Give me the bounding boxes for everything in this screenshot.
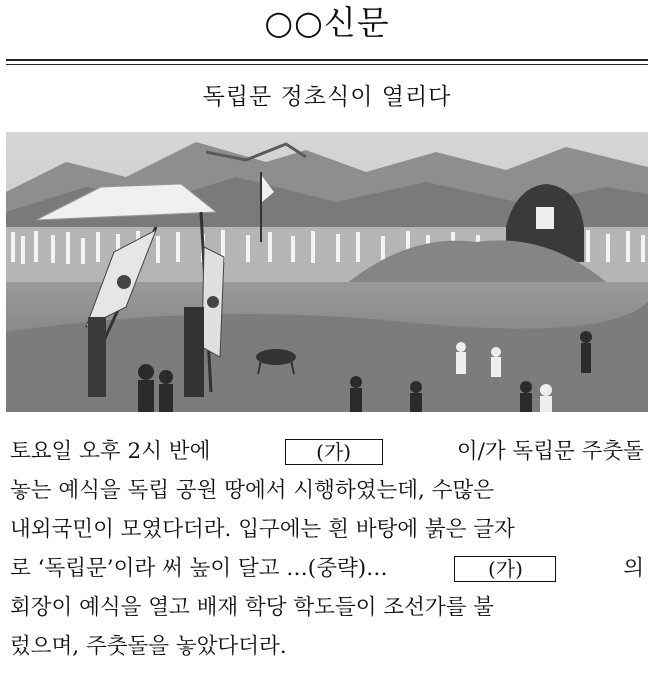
blank-box-ga: (가) — [285, 439, 383, 465]
article-text: 로 ‘독립문’이라 써 높이 달고 …(중략)… — [10, 556, 388, 581]
article-body — [10, 432, 644, 666]
article-text: 내외국민이 모였다더라. 입구에는 흰 바탕에 붉은 글자 — [10, 517, 515, 542]
article-line-5 — [10, 588, 644, 627]
masthead-rule-thin — [6, 64, 648, 65]
article-line-3 — [10, 510, 644, 549]
article-line-4 — [10, 549, 644, 588]
blank-box-ga: (가) — [454, 556, 556, 582]
historical-photo-ceremony-icon — [6, 132, 648, 412]
article-text: 회장이 예식을 열고 배재 학당 학도들이 조선가를 불 — [10, 595, 494, 620]
ceremony-photo — [6, 132, 648, 412]
article-text: 토요일 오후 2시 반에 — [10, 439, 211, 464]
article-text: 의 — [623, 556, 644, 581]
article-text: 이/가 독립문 주춧돌 — [456, 439, 644, 464]
article-headline: 독립문 정초식이 열리다 — [202, 84, 452, 110]
article-line-1 — [10, 432, 644, 471]
article-text: 렀으며, 주춧돌을 놓았다더라. — [10, 634, 287, 659]
newspaper-title: ○○신문 — [264, 3, 390, 42]
article-line-6 — [10, 627, 644, 666]
article-line-2 — [10, 471, 644, 510]
article-text: 놓는 예식을 독립 공원 땅에서 시행하였는데, 수많은 — [10, 478, 494, 503]
masthead-rule-thick — [6, 59, 648, 61]
